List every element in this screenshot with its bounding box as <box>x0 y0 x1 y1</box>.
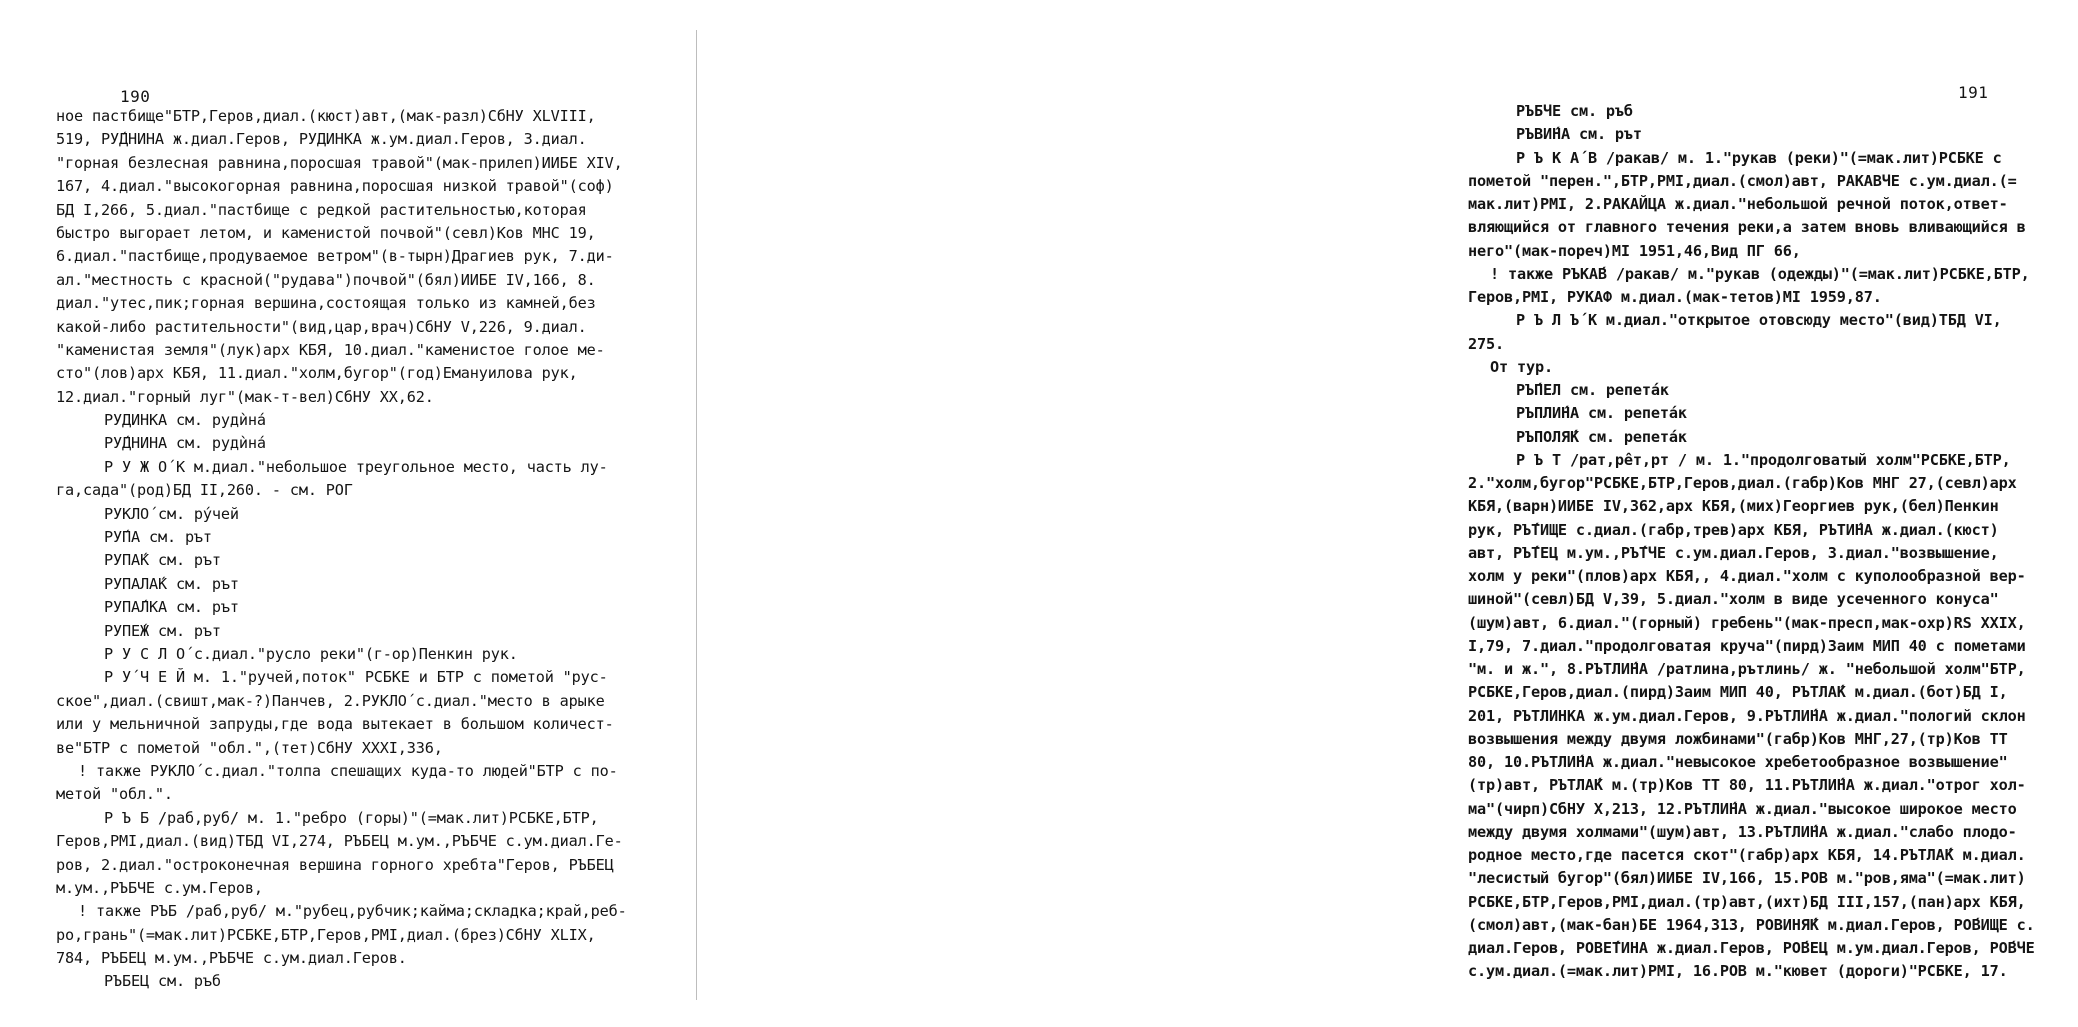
text-line: Геров,РМI, РУКАФ м.диал.(мак-тетов)МI 1959,87. <box>1468 288 1882 306</box>
text-line: вляющийся от главного течения реки,а затем вновь вливающийся в <box>1468 218 2026 237</box>
text-line: диал.Геров, РОВЕ́ТИНА ж.диал.Геров, РО́ВЕЦ м.ум.диал.Геров, РО́ВЧЕ <box>1468 939 2035 957</box>
text-line: диал."утес,пик;горная вершина,состоящая только из камней,без <box>56 294 596 313</box>
text-line: РЪПЛИ́НА см. репета́к <box>1516 404 1687 423</box>
text-line: От тур. <box>1490 357 1553 376</box>
text-line: возвышения между двумя ложбинами"(габр)Ков МНГ,27,(тр)Ков ТТ <box>1468 729 2008 748</box>
text-line: Р У Ж О́ К м.диал."небольшое треугольное место, часть лу- <box>104 457 608 476</box>
text-line: КБЯ,(варн)ИИБЕ IV,362,арх КБЯ,(мих)Георгиев рук,(бел)Пенкин <box>1468 497 1999 516</box>
text-line: пометой "перен.",БТР,РМI,диал.(смол)авт, РАКАВЧЕ с.ум.диал.(= <box>1468 171 2017 190</box>
text-line: 275. <box>1468 334 1504 353</box>
text-line: с.ум.диал.(=мак.лит)РМI, 16.РОВ м."кювет (дороги)"РСБКЕ, 17. <box>1468 962 2008 981</box>
text-line: РУ́ДНИНА см. рудѝна́ <box>104 434 266 453</box>
text-line: 201, РЪТЛИНКА ж.ум.диал.Геров, 9.РЪТЛИ́НА ж.диал."пологий склон <box>1468 706 2026 725</box>
text-line: "горная безлесная равнина,поросшая травой"(мак-прилеп)ИИБЕ XIV, <box>56 153 623 172</box>
text-line: РСБКЕ,Геров,диал.(пирд)Заим МИП 40, РЪТЛА́К м.диал.(бот)БД I, <box>1468 683 2008 702</box>
text-line: Р Ъ Т /рат,рêт,рт / м. 1."продолговатый холм"РСБКЕ,БТР, <box>1516 450 2011 469</box>
text-line: или у мельничной запруды,где вода вытекает в большом количест- <box>56 715 614 734</box>
text-line: ро,грань"(=мак.лит)РСБКЕ,БТР,Геров,РМI,диал.(брез)СбНУ XLIX, <box>56 925 596 944</box>
text-line: 12.диал."горный луг"(мак-т-вел)СбНУ XX,62. <box>56 387 434 406</box>
text-line: мак.лит)РМI, 2.РАКАЙЦА ж.диал."небольшой речной поток,ответ- <box>1468 195 2008 213</box>
text-line: ! также РЪБ /раб,руб/ м."рубец,рубчик;кайма;складка;край,реб- <box>78 902 627 921</box>
text-line: РЪВИ́НА см. рът <box>1516 125 1642 144</box>
text-line: РЪБЧЕ см. ръб <box>1516 102 1633 120</box>
book-gutter <box>696 30 697 1000</box>
text-line: авт, РЪ́ТЕЦ м.ум.,РЪ́ТЧЕ с.ум.диал.Геров, 3.диал."возвышение, <box>1468 543 1999 562</box>
text-line: 519, РУ́ДНИНА ж.диал.Геров, РУДИНКА ж.ум.диал.Геров, 3.диал. <box>56 130 587 149</box>
left-page-text <box>56 105 676 994</box>
text-line: Р У С Л О́ с.диал."русло реки"(г-ор)Пенкин рук. <box>104 644 518 663</box>
text-line: ! также РУКЛО́ с.диал."толпа спешащих куда-то людей"БТР с по- <box>78 761 618 780</box>
text-line: РЪ́ПЕЛ см. репета́к <box>1516 381 1669 399</box>
text-line: быстро выгорает летом, и каменистой почвой"(севл)Ков МНС 19, <box>56 223 596 242</box>
text-line: РСБКЕ,БТР,Геров,РМI,диал.(тр)авт,(ихт)БД III,157,(пан)арх КБЯ, <box>1468 892 2026 911</box>
text-line: ! также РЪКА́В /ракав/ м."рукав (одежды)"(=мак.лит)РСБКЕ,БТР, <box>1490 264 2030 283</box>
text-line: Р У́ Ч Е Й м. 1."ручей,поток" РСБКЕ и БТР с пометой "рус- <box>104 668 608 687</box>
text-line: шиной"(севл)БД V,39, 5.диал."холм в виде усеченного конуса" <box>1468 590 1999 609</box>
text-line: 6.диал."пастбище,продуваемое ветром"(в-тырн)Драгиев рук, 7.ди- <box>56 247 614 266</box>
text-line: га,сада"(род)БД II,260. - см. РОГ <box>56 481 353 500</box>
text-line: РЪПОЛЯ́К см. репета́к <box>1516 427 1687 446</box>
text-line: Р Ъ Б /раб,руб/ м. 1."ребро (горы)"(=мак.лит)РСБКЕ,БТР, <box>104 808 599 827</box>
text-line: 2."холм,бугор"РСБКЕ,БТР,Геров,диал.(габр)Ков МНГ 27,(севл)арх <box>1468 474 2017 492</box>
text-line: РУПАЛА́К см. рът <box>104 574 239 593</box>
page-number-right: 191 <box>1958 83 1989 102</box>
page-number-left: 190 <box>120 87 151 106</box>
text-line: рук, РЪ́ТИЩЕ с.диал.(габр,трев)арх КБЯ, РЪТИ́НА ж.диал.(кюст) <box>1468 520 1999 539</box>
text-line: РУДИНКА см. рудѝна́ <box>104 411 266 430</box>
text-line: ма"(чирп)СбНУ X,213, 12.РЪТЛИ́НА ж.диал."высокое широкое место <box>1468 799 2017 818</box>
text-line: метой "обл.". <box>56 785 173 804</box>
text-line: ал."местность с красной("рудава")почвой"(бял)ИИБЕ IV,166, 8. <box>56 270 596 289</box>
text-line: "м. и ж.", 8.РЪТЛИ́НА /ратлина,рътлинь/ ж. "небольшой холм"БТР, <box>1468 660 2026 678</box>
text-line: холм у реки"(плов)арх КБЯ,, 4.диал."холм с куполообразной вер- <box>1468 567 2026 585</box>
text-line: (шум)авт, 6.диал."(горный) гребень"(мак-пресп,мак-охр)RS XXIX, <box>1468 613 2026 632</box>
text-line: Р Ъ К А́ В /ракав/ м. 1."рукав (реки)"(=мак.лит)РСБКЕ с <box>1516 148 2002 167</box>
text-line: 80, 10.РЪТЛИ́НА ж.диал."невысокое хребетообразное возвышение" <box>1468 753 2008 771</box>
text-line: "лесистый бугор"(бял)ИИБЕ IV,166, 15.РОВ м."ров,яма"(=мак.лит) <box>1468 869 2026 888</box>
text-line: РУПА́ЛКА см. рът <box>104 598 239 617</box>
text-line: Геров,РМI,диал.(вид)ТБД VI,274, РЪБЕЦ м.ум.,РЪБЧЕ с.ум.диал.Ге- <box>56 832 623 851</box>
text-line: (смол)авт,(мак-бан)БЕ 1964,313, РОВИНЯ́К м.диал.Геров, РО́ВИЩЕ с. <box>1468 915 2035 934</box>
text-line: РУПА́К см. рът <box>104 551 221 570</box>
right-page <box>705 0 2035 1027</box>
text-line: родное место,где пасется скот"(габр)арх КБЯ, 14.РЪТЛА́К м.диал. <box>1468 846 2026 864</box>
right-page-text <box>1468 100 2078 984</box>
text-line: РУ́ПА см. рът <box>104 528 212 547</box>
text-line: ское",диал.(свишт,мак-?)Панчев, 2.РУКЛО́ с.диал."место в арыке <box>56 691 605 710</box>
text-line: ное пастбище"БТР,Геров,диал.(кюст)авт,(мак-разл)СбНУ XLVIII, <box>56 107 596 125</box>
text-line: 167, 4.диал."высокогорная равнина,поросшая низкой травой"(соф) <box>56 177 614 196</box>
text-line: между двумя холмами"(шум)авт, 13.РЪТЛИ́НА ж.диал."слабо плодо- <box>1468 822 2017 841</box>
text-line: сто"(лов)арх КБЯ, 11.диал."холм,бугор"(год)Емануилова рук, <box>56 364 578 383</box>
text-line: 784, РЪБЕЦ м.ум.,РЪБЧЕ с.ум.диал.Геров. <box>56 949 407 968</box>
text-line: I,79, 7.диал."продолговатая круча"(пирд)Заим МИП 40 с пометами <box>1468 636 2026 655</box>
text-line: "каменистая земля"(лук)арх КБЯ, 10.диал."каменистое голое ме- <box>56 340 605 359</box>
text-line: Р Ъ Л Ъ́ К м.диал."открытое отовсюду место"(вид)ТБД VI, <box>1516 311 2002 330</box>
text-line: РУПЕ́Ж см. рът <box>104 621 221 640</box>
text-line: РЪБЕЦ см. ръб <box>104 972 221 991</box>
text-line: ров, 2.диал."остроконечная вершина горного хребта"Геров, РЪБЕЦ <box>56 855 614 874</box>
left-page <box>0 0 690 1027</box>
text-line: какой-либо растительности"(вид,цар,врач)СбНУ V,226, 9.диал. <box>56 317 587 336</box>
text-line: м.ум.,РЪБЧЕ с.ум.Геров, <box>56 878 263 897</box>
text-line: него"(мак-пореч)МI 1951,46,Вид ПГ 66, <box>1468 241 1801 260</box>
text-line: БД I,266, 5.диал."пастбище с редкой растительностью,которая <box>56 200 587 219</box>
text-line: РУКЛО́ см. ру́чей <box>104 504 239 523</box>
text-line: (тр)авт, РЪТЛА́К м.(тр)Ков ТТ 80, 11.РЪТЛИ́НА ж.диал."отрог хол- <box>1468 776 2026 795</box>
text-line: ве"БТР с пометой "обл.",(тет)СбНУ XXXI,336, <box>56 738 443 757</box>
